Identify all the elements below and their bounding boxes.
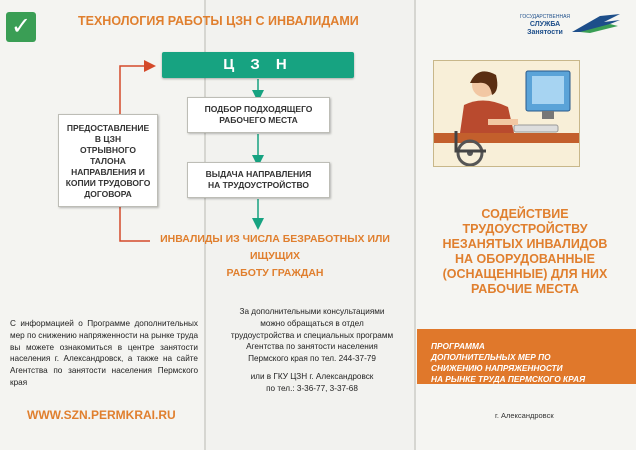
title-line: СОДЕЙСТВИЕ: [481, 207, 569, 221]
feedback-line: В ЦЗН: [94, 134, 122, 144]
step-line: ВЫДАЧА НАПРАВЛЕНИЯ: [205, 169, 312, 179]
feedback-line: ДОГОВОРА: [84, 189, 132, 199]
program-banner: [417, 329, 636, 384]
program-line: ПРОГРАММА: [431, 341, 485, 351]
contact-line: За дополнительными консультациями: [239, 307, 385, 316]
logo-line: СЛУЖБА: [529, 21, 561, 28]
step-line: ПОДБОР ПОДХОДЯЩЕГО: [204, 104, 313, 114]
title-line: ТРУДОУСТРОЙСТВУ: [462, 222, 588, 236]
title-line: НЕЗАНЯТЫХ ИНВАЛИДОВ: [442, 237, 608, 251]
contact-line: Агентства по занятости населения: [246, 342, 378, 352]
feedback-line: КОПИИ ТРУДОВОГО: [65, 178, 151, 188]
city-label: г. Александровск: [495, 411, 554, 420]
logo-line: ГОСУДАРСТВЕННАЯ: [519, 14, 571, 20]
technology-title: ТЕХНОЛОГИЯ РАБОТЫ ЦЗН С ИНВАЛИДАМИ: [78, 14, 359, 28]
brochure-title: [430, 207, 620, 297]
step-line: РАБОЧЕГО МЕСТА: [219, 115, 298, 125]
title-line: (ОСНАЩЕННЫЕ) ДЛЯ НИХ: [442, 267, 608, 281]
target-group-text: [150, 231, 400, 282]
title-line: НА ОБОРУДОВАННЫЕ: [455, 252, 595, 266]
logo-wing-icon: [570, 12, 622, 34]
target-line: РАБОТУ ГРАЖДАН: [226, 267, 324, 279]
contact-line: по тел.: 3-36-77, 3-37-68: [266, 383, 358, 393]
feedback-line: ТАЛОНА: [90, 156, 126, 166]
program-line: СНИЖЕНИЮ НАПРЯЖЕННОСТИ: [431, 363, 563, 373]
feedback-line: ОТРЫВНОГО: [79, 145, 136, 155]
logo-line: Занятости: [527, 29, 563, 36]
program-line: ДОПОЛНИТЕЛЬНЫХ МЕР ПО: [431, 352, 551, 362]
logo-text: [515, 13, 575, 37]
step-select-workplace: [187, 97, 330, 133]
checkmark-icon: ✓: [6, 12, 36, 42]
feedback-line: ПРЕДОСТАВЛЕНИЕ: [66, 123, 150, 133]
step-issue-referral: [187, 162, 330, 198]
website-link[interactable]: WWW.SZN.PERMKRAI.RU: [27, 408, 176, 422]
step-feedback-coupon: [58, 114, 158, 207]
program-line: НА РЫНКЕ ТРУДА ПЕРМСКОГО КРАЯ: [431, 374, 586, 384]
info-paragraph: С информацией о Программе дополнительных мер по снижению напряженности на рынке труда вы можете ознакомиться в центре занятости населения г. Александровск, а также на сайте Агентства по занятости населения Пермского края: [10, 319, 198, 387]
contact-line: можно обращаться в отдел: [260, 318, 364, 328]
target-line: ИНВАЛИДЫ ИЗ ЧИСЛА БЕЗРАБОТНЫХ ИЛИ ИЩУЩИХ: [160, 233, 390, 262]
contact-info: [214, 306, 410, 395]
step-line: НА ТРУДОУСТРОЙСТВО: [207, 180, 310, 190]
contact-line: Пермского края по тел. 244-37-79: [248, 354, 376, 364]
contact-line: трудоустройства и специальных программ: [230, 330, 394, 340]
woman-at-computer-illustration: [433, 60, 580, 167]
contact-line: или в ГКУ ЦЗН г. Александровск: [250, 371, 374, 381]
feedback-line: НАПРАВЛЕНИЯ И: [71, 167, 145, 177]
title-line: РАБОЧИЕ МЕСТА: [471, 282, 579, 296]
czn-box: Ц З Н: [162, 52, 354, 78]
